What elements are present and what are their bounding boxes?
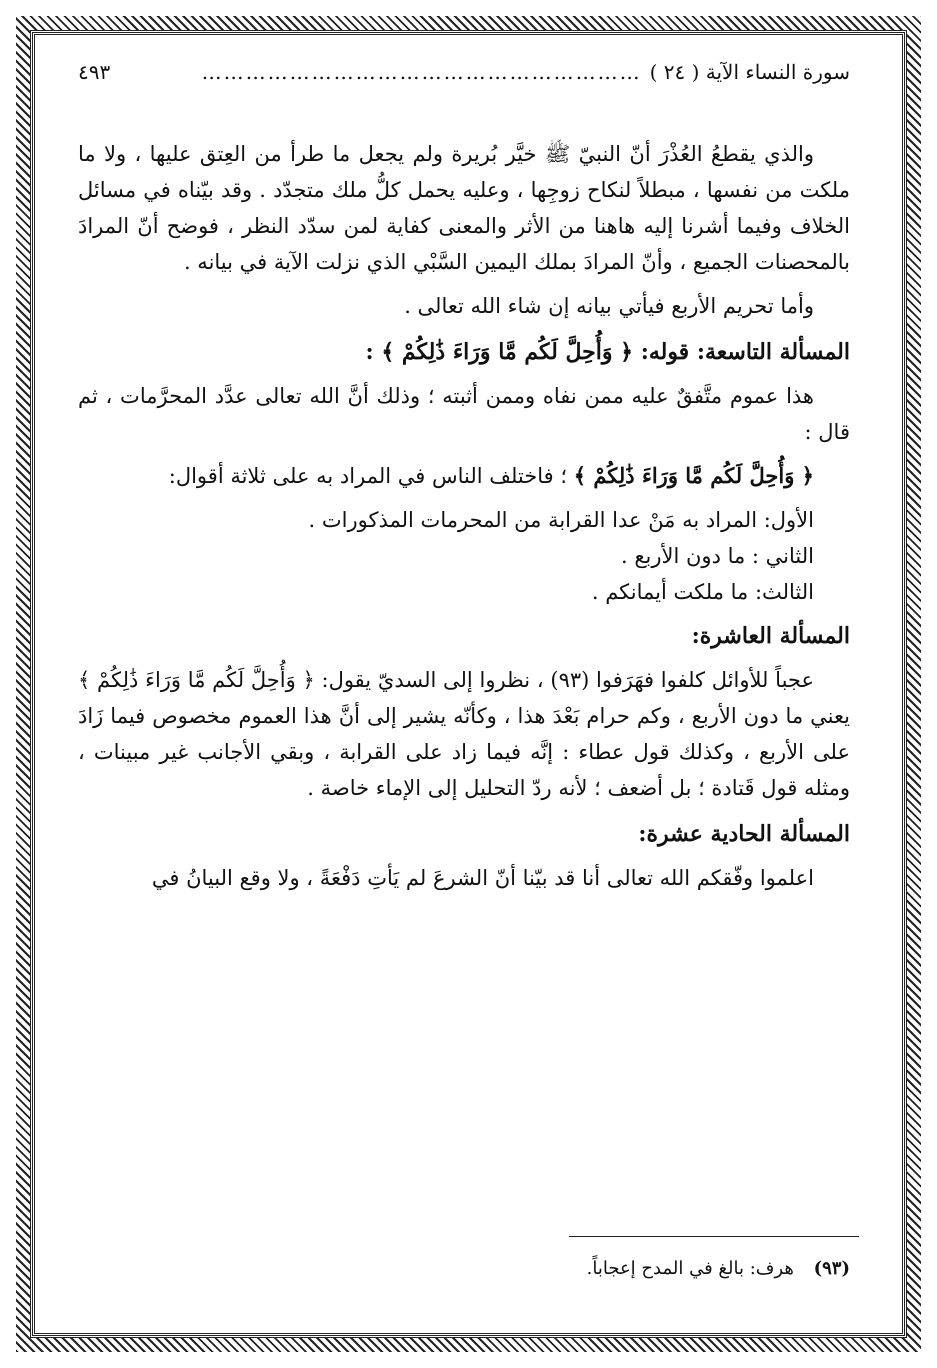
paragraph-5: عجباً للأوائل كلفوا فهَرَفوا (٩٣) ، نظروا إلى السديّ يقول: ﴿ وَأُحِلَّ لَكُم مَّا وَرَاءَ ذَٰلِكُمْ ﴾ يعني ما دون الأربع ، وكم حرام بَعْدَ هذا ، وكأنّه يشير إلى أنَّ هذا العموم مخصوص فيما زَادَ على الأربع ، وكذلك قول عطاء : إنَّه فيما زاد على القرابة ، وبقي الأجانب غير مبينات ، ومثله قول قَتادة ؛ بل أضعف ؛ لأنه ردّ التحليل إلى الإماء خاصة . bbox=[78, 668, 850, 800]
paragraph-6: اعلموا وفّقكم الله تعالى أنا قد بيّنا أنّ الشرعَ لم يَأتِ دَفْعَةً ، ولا وقع البيانُ في bbox=[151, 866, 814, 890]
heading-issue-11: المسألة الحادية عشرة: bbox=[638, 821, 850, 847]
paragraph-1: والذي يقطعُ العُذْرَ أنّ النبيّ ﷺ خيَّر بُريرة ولم يجعل ما طرأ من العِتق عليها ، ولا ما ملكت من نفسها ، مبطلاً لنكاح زوجِها ، وعليه يحمل كلُّ ملك متجدّد . وقد بيّناه في مسائل الخلاف وفيما أشرنا إليه هاهنا من الأثر والمعنى كفاية لمن سدّد النظر ، فوضح أنّ المرادَ بالمحصنات الجميع ، وأنّ المرادَ بملك اليمين السَّبْي الذي نزلت الآية في بيانه . bbox=[78, 142, 850, 274]
footnote bbox=[78, 1254, 850, 1284]
heading-issue-9: المسألة التاسعة: قوله: ﴿ وَأُحِلَّ لَكُم مَّا وَرَاءَ ذَٰلِكُمْ ﴾ : bbox=[365, 339, 850, 365]
paragraph-2: وأما تحريم الأربع فيأتي بيانه إن شاء الله تعالى . bbox=[404, 294, 814, 318]
page-content bbox=[78, 60, 850, 904]
footnote-divider bbox=[569, 1236, 859, 1237]
paragraph-3: هذا عموم متَّفقٌ عليه ممن نفاه وممن أثبته ؛ وذلك أنَّ الله تعالى عدَّد المحرَّمات ، ثم قال : bbox=[78, 384, 850, 444]
footnote-number: (٩٣) bbox=[813, 1258, 850, 1279]
paragraph-4-rest: ؛ فاختلف الناس في المراد به على ثلاثة أقوال: bbox=[168, 464, 574, 488]
opinion-2: الثاني : ما دون الأربع . bbox=[621, 544, 814, 568]
page-number: ٤٩٣ bbox=[78, 60, 111, 84]
quran-quote: ﴿ وَأُحِلَّ لَكُم مَّا وَرَاءَ ذَٰلِكُمْ ﴾ bbox=[573, 463, 814, 488]
paragraph-4 bbox=[78, 458, 850, 494]
header-title: سورة النساء الآية ( ٢٤ ) bbox=[649, 60, 850, 84]
header-leader-dots: …………………………………………………… bbox=[201, 60, 642, 84]
opinion-1: الأول: المراد به مَنْ عدا القرابة من المحرمات المذكورات . bbox=[308, 508, 814, 532]
running-header bbox=[78, 60, 850, 100]
footnote-text: هرف: بالغ في المدح إعجاباً. bbox=[586, 1258, 794, 1279]
opinion-3: الثالث: ما ملكت أيمانكم . bbox=[591, 580, 814, 604]
heading-issue-10: المسألة العاشرة: bbox=[691, 623, 850, 649]
